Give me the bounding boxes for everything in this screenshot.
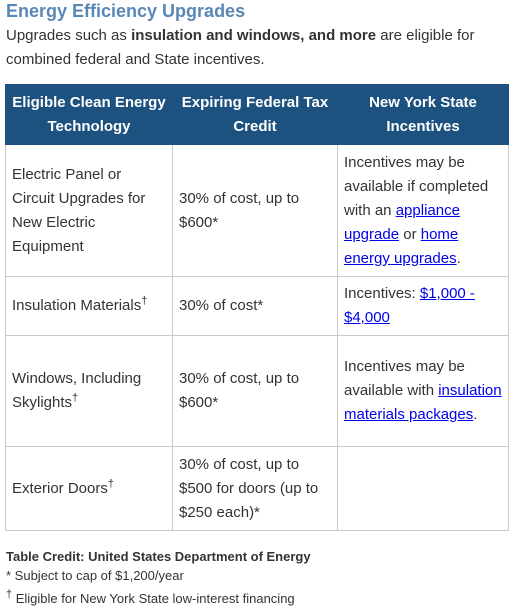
nys-text: Incentives may be available with <box>344 358 465 399</box>
header-technology: Eligible Clean Energy Technology <box>6 85 173 145</box>
nys-text-end: . <box>473 406 478 423</box>
financing-footnote-text: Eligible for New York State low-interest financing <box>12 591 295 606</box>
table-row <box>6 447 509 531</box>
appliance-upgrade-link[interactable]: appliance upgrade <box>344 201 460 243</box>
dagger-mark: † <box>72 392 79 404</box>
intro-suffix: are eligible for combined federal and State incentives. <box>6 27 475 68</box>
cap-footnote: * Subject to cap of $1,200/year <box>6 568 184 583</box>
dagger-mark: † <box>141 295 148 307</box>
intro-bold: insulation and windows, and more <box>131 27 377 44</box>
nys-text: Incentives may be available if completed with an <box>344 153 489 219</box>
dagger-mark: † <box>107 477 114 490</box>
page-heading: Energy Efficiency Upgrades <box>6 1 246 21</box>
nys-text-mid: or <box>399 225 421 243</box>
nys-cell <box>338 277 509 336</box>
header-federal-credit: Expiring Federal Tax Credit <box>173 85 338 145</box>
table-row <box>6 277 509 336</box>
table-row <box>6 145 509 277</box>
federal-cell: 30% of cost, up to $600* <box>173 145 338 277</box>
table-row <box>6 336 509 447</box>
insulation-materials-packages-link[interactable]: insulation materials packages <box>344 382 502 423</box>
technology-text: Electric Panel or Circuit Upgrades for New Electric Equipment <box>12 165 146 255</box>
technology-text: Windows, Including Skylights <box>12 370 142 411</box>
table-header-row <box>6 85 509 145</box>
intro-paragraph <box>6 24 511 72</box>
nys-text: Incentives: <box>344 285 420 302</box>
technology-text: Exterior Doors <box>12 479 108 497</box>
header-nys-incentives: New York State Incentives <box>338 85 509 145</box>
technology-text: Insulation Materials <box>12 297 142 314</box>
technology-cell <box>6 336 173 447</box>
intro-prefix: Upgrades such as <box>6 27 132 44</box>
home-energy-upgrades-link[interactable]: home energy upgrades <box>344 225 459 267</box>
nys-cell <box>338 336 509 447</box>
nys-text-end: . <box>456 249 461 267</box>
nys-cell <box>338 447 509 531</box>
financing-footnote <box>6 590 295 607</box>
technology-cell <box>6 447 173 531</box>
technology-cell <box>6 145 173 277</box>
insulation-incentive-amount-link[interactable]: $1,000 - $4,000 <box>344 285 475 326</box>
dagger-mark: † <box>6 588 13 601</box>
technology-cell <box>6 277 173 336</box>
federal-cell: 30% of cost, up to $600* <box>173 336 338 447</box>
table-credit: Table Credit: United States Department of Energy <box>6 549 311 564</box>
incentives-table <box>5 84 509 531</box>
federal-cell: 30% of cost* <box>173 277 338 336</box>
federal-cell: 30% of cost, up to $500 for doors (up to $250 each)* <box>173 447 338 531</box>
nys-cell <box>338 145 509 277</box>
